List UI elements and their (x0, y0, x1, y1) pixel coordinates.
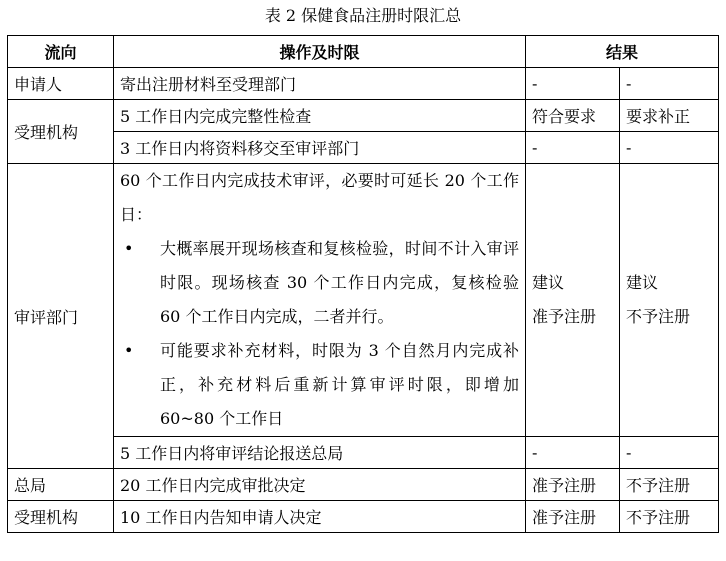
flow-cell: 申请人 (8, 68, 114, 100)
result-cell (620, 164, 719, 437)
table-row (8, 164, 719, 437)
flow-cell: 受理机构 (8, 501, 114, 533)
table-header-row (8, 36, 719, 68)
result-cell: - (620, 132, 719, 164)
result-cell (526, 164, 620, 437)
table-row (8, 437, 719, 469)
header-result: 结果 (526, 36, 719, 68)
bullet-item (120, 232, 519, 334)
result-line: 建议 (626, 273, 659, 292)
result-cell: - (526, 437, 620, 469)
result-cell: 符合要求 (526, 100, 620, 132)
flow-cell: 受理机构 (8, 100, 114, 164)
result-cell: - (526, 68, 620, 100)
result-cell: 要求补正 (620, 100, 719, 132)
table-row (8, 469, 719, 501)
result-line: 准予注册 (532, 307, 597, 326)
result-cell: 不予注册 (620, 469, 719, 501)
header-flow: 流向 (8, 36, 114, 68)
bullet-text: 大概率展开现场核查和复核检验，时间不计入审评时限。现场核查 30 个工作日内完成，复核检验 60 个工作日内完成，二者并行。 (160, 239, 519, 326)
bullet-item (120, 334, 519, 436)
operation-cell (114, 164, 526, 437)
table-row (8, 100, 719, 132)
operation-cell: 5 工作日内将审评结论报送总局 (114, 437, 526, 469)
result-cell: 准予注册 (526, 469, 620, 501)
bullet-icon: • (124, 239, 134, 258)
table-row (8, 68, 719, 100)
result-cell: 准予注册 (526, 501, 620, 533)
table-title: 表 2 保健食品注册时限汇总 (264, 6, 462, 25)
flow-cell: 总局 (8, 469, 114, 501)
result-cell: - (620, 437, 719, 469)
registration-timeline-table (7, 35, 719, 533)
bullet-text: 可能要求补充材料，时限为 3 个自然月内完成补正，补充材料后重新计算审评时限，即增加 60~80 个工作日 (160, 341, 519, 428)
result-cell: 不予注册 (620, 501, 719, 533)
result-line: 建议 (532, 273, 565, 292)
flow-cell: 审评部门 (8, 164, 114, 469)
table-row (8, 501, 719, 533)
operation-cell: 寄出注册材料至受理部门 (114, 68, 526, 100)
result-cell: - (620, 68, 719, 100)
header-operations: 操作及时限 (114, 36, 526, 68)
result-line: 不予注册 (626, 307, 691, 326)
operation-cell: 3 工作日内将资料移交至审评部门 (114, 132, 526, 164)
operation-cell: 5 工作日内完成完整性检查 (114, 100, 526, 132)
table-row (8, 132, 719, 164)
operation-cell: 10 工作日内告知申请人决定 (114, 501, 526, 533)
review-intro: 60 个工作日内完成技术审评，必要时可延长 20 个工作日： (120, 171, 519, 224)
operation-cell: 20 工作日内完成审批决定 (114, 469, 526, 501)
result-cell: - (526, 132, 620, 164)
bullet-icon: • (124, 341, 134, 360)
